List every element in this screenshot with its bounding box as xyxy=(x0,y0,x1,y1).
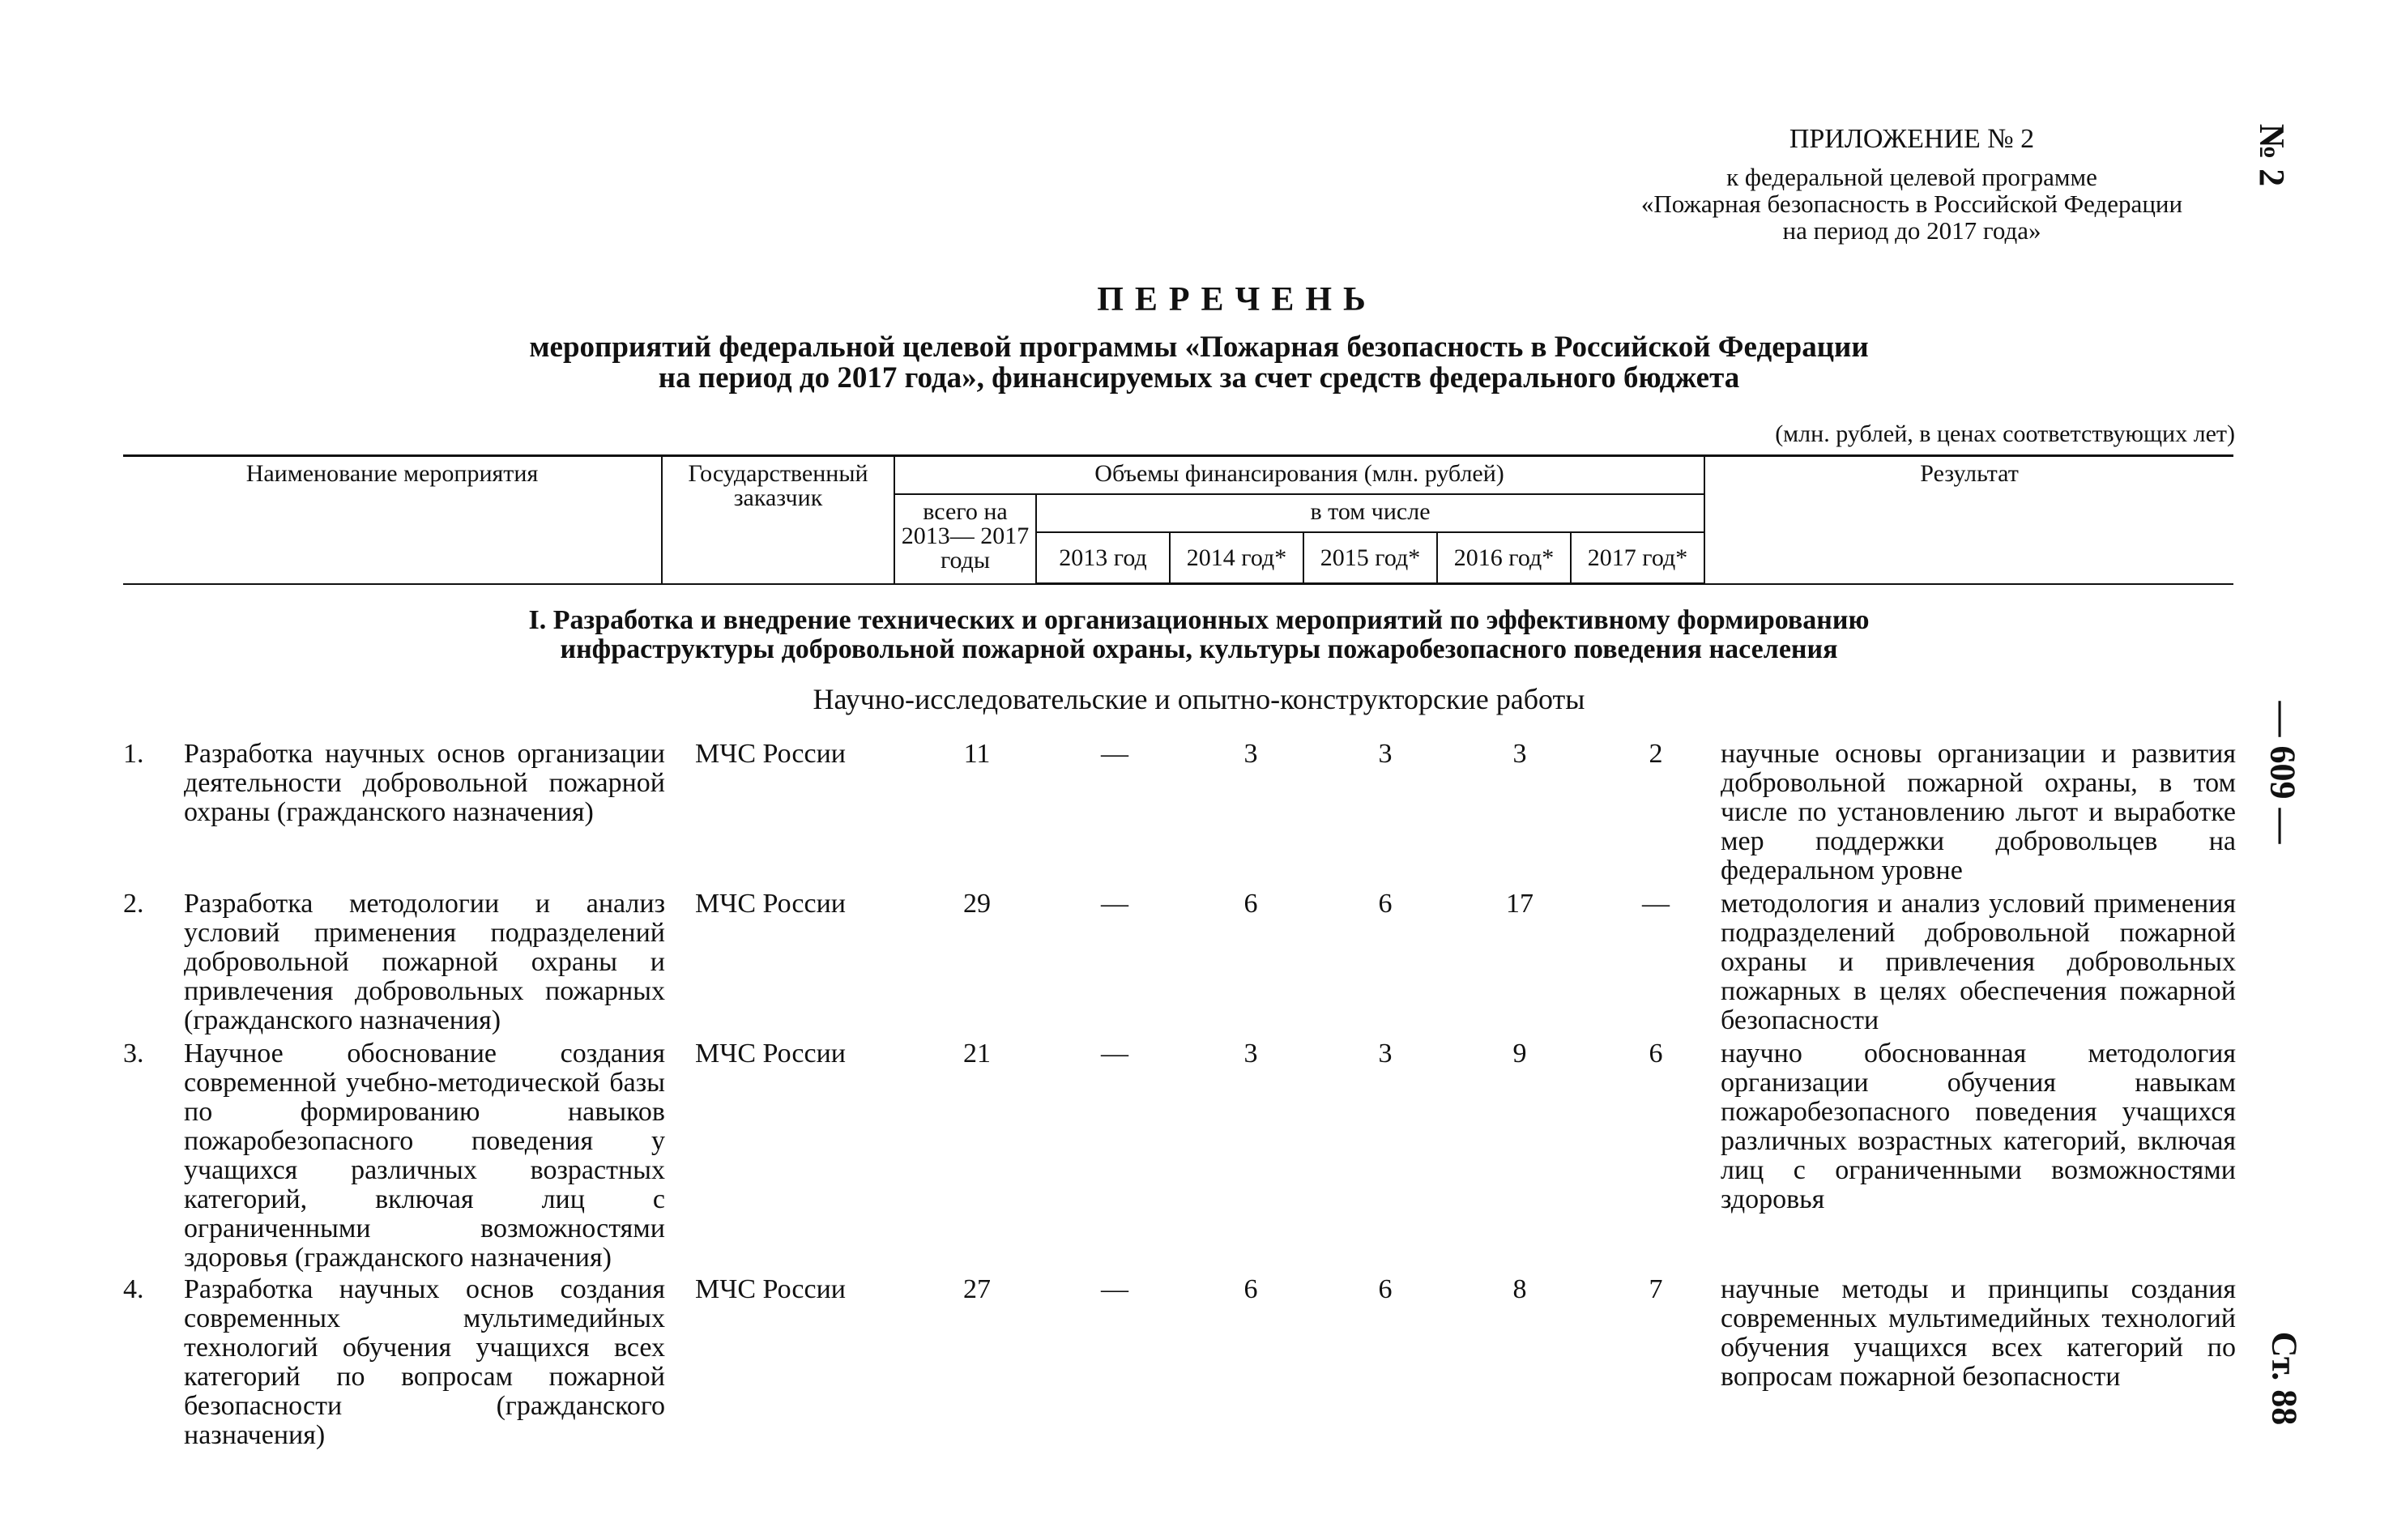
row-2013: — xyxy=(1101,739,1128,769)
row-number: 2. xyxy=(123,889,144,919)
header-year: 2017 год* xyxy=(1571,532,1704,584)
document-subtitle xyxy=(389,332,2009,394)
section-title xyxy=(308,606,2090,664)
header-customer: Государственный заказчик xyxy=(662,456,894,584)
row-name: Разработка методологии и анализ условий применения подразделений добровольной пожарной охраны и привлечения добровольных пожарных (гражданского назначения) xyxy=(184,889,665,1035)
table-header xyxy=(123,454,2233,585)
row-number: 1. xyxy=(123,739,144,769)
row-2013: — xyxy=(1101,1274,1128,1304)
section-line: инфраструктуры добровольной пожарной охраны, культуры пожаробезопасного поведения населения xyxy=(560,634,1838,664)
page-number: — 609 — xyxy=(2263,701,2303,844)
row-2014: 3 xyxy=(1243,739,1258,769)
article-number: Ст. 88 xyxy=(2264,1331,2305,1426)
row-result: научные методы и принципы создания современных мультимедийных технологий обучения учащихся всех категорий по вопросам пожарной безопасности xyxy=(1721,1274,2236,1392)
header-including: в том числе xyxy=(1036,494,1704,532)
row-name: Разработка научных основ создания современных мультимедийных технологий обучения учащихся всех категорий по вопросам пожарной безопасности (гражданского назначения) xyxy=(184,1274,665,1450)
header-result: Результат xyxy=(1704,456,2233,584)
row-name: Научное обоснование создания современной учебно-методической базы по формированию навыков пожаробезопасного поведения у учащихся различных возрастных категорий, включая лиц с ограниченными возможностями здоровья (гражданского назначения) xyxy=(184,1039,665,1273)
row-2015: 3 xyxy=(1378,739,1393,769)
header-total: всего на 2013— 2017 годы xyxy=(894,494,1036,584)
row-2013: — xyxy=(1101,889,1128,919)
row-result: методология и анализ условий применения подразделений добровольной пожарной охраны и привлечения добровольных пожарных в целях обеспечения пожарной безопасности xyxy=(1721,889,2236,1035)
row-2014: 6 xyxy=(1243,1274,1258,1304)
row-2013: — xyxy=(1101,1039,1128,1069)
row-customer: МЧС России xyxy=(695,1274,846,1304)
row-customer: МЧС России xyxy=(695,739,846,769)
subtitle-line: на период до 2017 года», финансируемых за счет средств федерального бюджета xyxy=(658,361,1740,395)
header-year: 2015 год* xyxy=(1303,532,1437,584)
header-year: 2014 год* xyxy=(1170,532,1303,584)
appendix-line: к федеральной целевой программе xyxy=(1726,163,2097,191)
appendix-line: на период до 2017 года» xyxy=(1782,216,2041,245)
row-2017: 6 xyxy=(1649,1039,1663,1069)
subtitle-line: мероприятий федеральной целевой программы «Пожарная безопасность в Российской Федерации xyxy=(529,331,1869,364)
header-year: 2016 год* xyxy=(1437,532,1571,584)
document-title: ПЕРЕЧЕНЬ xyxy=(1097,281,1377,318)
units-note: (млн. рублей, в ценах соответствующих лет) xyxy=(1775,420,2235,447)
row-2016: 3 xyxy=(1512,739,1527,769)
row-result: научные основы организации и развития добровольной пожарной охраны, в том числе по установлению льгот и выработке мер поддержки добровольцев на федеральном уровне xyxy=(1721,739,2236,885)
header-year: 2013 год xyxy=(1036,532,1170,584)
row-total: 11 xyxy=(963,739,991,769)
row-customer: МЧС России xyxy=(695,1039,846,1069)
appendix-title: ПРИЛОЖЕНИЕ № 2 xyxy=(1789,124,2035,154)
row-2017: 2 xyxy=(1649,739,1663,769)
row-total: 21 xyxy=(963,1039,991,1069)
section-line: I. Разработка и внедрение технических и организационных мероприятий по эффективному формированию xyxy=(528,605,1870,635)
row-2015: 3 xyxy=(1378,1039,1393,1069)
row-2016: 9 xyxy=(1512,1039,1527,1069)
row-2017: 7 xyxy=(1649,1274,1663,1304)
row-2016: 17 xyxy=(1506,889,1533,919)
header-funding: Объемы финансирования (млн. рублей) xyxy=(894,456,1704,494)
row-2015: 6 xyxy=(1378,1274,1393,1304)
row-number: 4. xyxy=(123,1274,144,1304)
row-customer: МЧС России xyxy=(695,889,846,919)
row-name: Разработка научных основ организации деятельности добровольной пожарной охраны (гражданского назначения) xyxy=(184,739,665,827)
header-name: Наименование мероприятия xyxy=(123,456,662,584)
row-2014: 6 xyxy=(1243,889,1258,919)
row-2014: 3 xyxy=(1243,1039,1258,1069)
issue-number: № 2 xyxy=(2252,123,2293,187)
row-number: 3. xyxy=(123,1039,144,1069)
subsection-title: Научно-исследовательские и опытно-конструкторские работы xyxy=(813,683,1585,715)
row-total: 29 xyxy=(963,889,991,919)
row-2016: 8 xyxy=(1512,1274,1527,1304)
row-total: 27 xyxy=(963,1274,991,1304)
row-result: научно обоснованная методология организации обучения навыкам пожаробезопасного поведения учащихся различных возрастных категорий, включая лиц с ограниченными возможностями здоровья xyxy=(1721,1039,2236,1214)
row-2017: — xyxy=(1642,889,1670,919)
appendix-reference xyxy=(1572,164,2252,244)
row-2015: 6 xyxy=(1378,889,1393,919)
appendix-line: «Пожарная безопасность в Российской Федерации xyxy=(1640,190,2183,218)
